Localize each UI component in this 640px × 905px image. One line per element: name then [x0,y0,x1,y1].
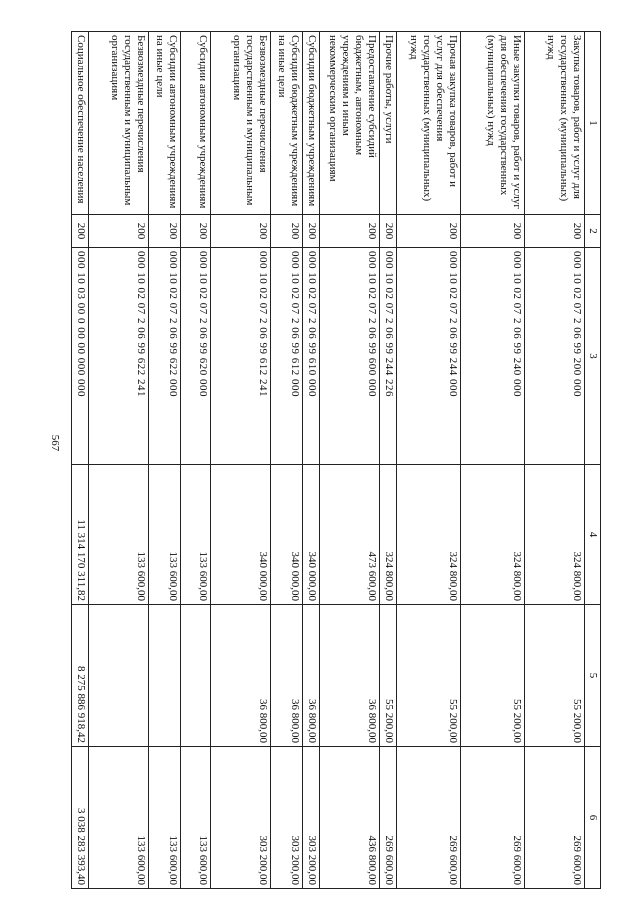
row-col4: 11 314 170 311,82 [72,465,89,605]
row-col6: 436 800,00 [320,747,380,889]
row-name: Прочая закупка товаров, работ и услуг для обеспечения государственных (муниципальных) нужд [397,32,461,215]
row-code: 000 10 02 07 2 06 99 610 000 [303,248,320,465]
header-row [585,32,601,889]
row-col2: 200 [303,215,320,248]
row-name: Субсидии бюджетным учреждениям на иные цели [271,32,303,215]
row-name: Закупка товаров, работ и услуг для государственных (муниципальных) нужд [525,32,585,215]
row-col6: 133 600,00 [149,747,181,889]
row-code: 000 10 02 07 2 06 99 240 000 [461,248,525,465]
row-col2: 200 [181,215,211,248]
row-code: 000 10 02 07 2 06 99 200 000 [525,248,585,465]
row-col4: 340 000,00 [303,465,320,605]
table-row [89,32,149,889]
row-col2: 200 [320,215,380,248]
row-col5: 55 200,00 [461,605,525,747]
row-name: Иные закупки товаров, работ и услуг для обеспечения государственных (муниципальных) нужд [461,32,525,215]
row-col6: 133 600,00 [89,747,149,889]
row-code: 000 10 02 07 2 06 99 622 000 [149,248,181,465]
row-col2: 200 [271,215,303,248]
row-col4: 324 800,00 [380,465,397,605]
row-col5: 8 275 886 918,42 [72,605,89,747]
row-col4: 133 600,00 [181,465,211,605]
row-col4: 133 600,00 [89,465,149,605]
row-name: Безвозмездные перечисления государственным и муниципальным организациям [89,32,149,215]
table-row [271,32,303,889]
table-row [525,32,585,889]
table-row [397,32,461,889]
row-col2: 200 [211,215,271,248]
row-col6: 269 600,00 [525,747,585,889]
row-col4: 340 000,00 [271,465,303,605]
row-code: 000 10 02 07 2 06 99 244 000 [397,248,461,465]
row-name: Социальное обеспечение населения [72,32,89,215]
row-col5: 36 800,00 [303,605,320,747]
row-col5 [89,605,149,747]
row-col2: 200 [89,215,149,248]
row-col2: 200 [149,215,181,248]
table-row [181,32,211,889]
row-code: 000 10 02 07 2 06 99 244 226 [380,248,397,465]
header-col-4: 4 [585,465,601,605]
row-code: 000 10 02 07 2 06 99 622 241 [89,248,149,465]
row-col5: 36 800,00 [320,605,380,747]
row-col4: 324 800,00 [525,465,585,605]
row-code: 000 10 02 07 2 06 99 612 000 [271,248,303,465]
row-col2: 200 [525,215,585,248]
table-row [211,32,271,889]
row-name: Предоставление субсидий бюджетным, автономным учреждениям и иным некоммерческим организациям [320,32,380,215]
row-code: 000 10 02 07 2 06 99 612 241 [211,248,271,465]
row-code: 000 10 02 07 2 06 99 620 000 [181,248,211,465]
row-col4: 340 000,00 [211,465,271,605]
row-col4: 324 800,00 [461,465,525,605]
rotated-table-wrapper [71,31,601,888]
row-col5: 55 200,00 [380,605,397,747]
table-row [303,32,320,889]
row-code: 000 10 03 00 0 00 00 000 000 [72,248,89,465]
row-col2: 200 [461,215,525,248]
row-col6: 3 038 283 393,40 [72,747,89,889]
row-col2: 200 [72,215,89,248]
header-col-3: 3 [585,248,601,465]
row-code: 000 10 02 07 2 06 99 600 000 [320,248,380,465]
row-name: Субсидии автономным учреждениям [181,32,211,215]
header-col-2: 2 [585,215,601,248]
row-col5 [181,605,211,747]
row-col2: 200 [397,215,461,248]
table-row [320,32,380,889]
header-col-1: 1 [585,32,601,215]
row-col6: 269 600,00 [380,747,397,889]
row-name: Субсидии бюджетным учреждениям [303,32,320,215]
row-col6: 303 200,00 [211,747,271,889]
row-col2: 200 [380,215,397,248]
budget-table [71,31,601,889]
row-col5: 36 800,00 [211,605,271,747]
row-col4: 133 600,00 [149,465,181,605]
row-col5: 55 200,00 [397,605,461,747]
header-col-6: 6 [585,747,601,889]
row-col6: 269 600,00 [461,747,525,889]
row-col5 [149,605,181,747]
row-col4: 324 800,00 [397,465,461,605]
row-col6: 133 600,00 [181,747,211,889]
header-col-5: 5 [585,605,601,747]
table-row [72,32,89,889]
row-col5: 55 200,00 [525,605,585,747]
table-row [461,32,525,889]
row-col6: 303 200,00 [271,747,303,889]
row-name: Безвозмездные перечисления государственным и муниципальным организациям [211,32,271,215]
row-col6: 303 200,00 [303,747,320,889]
row-col4: 473 600,00 [320,465,380,605]
row-name: Субсидии автономным учреждениям на иные цели [149,32,181,215]
page-number: 567 [49,434,61,452]
table-row [149,32,181,889]
table-row [380,32,397,889]
row-col6: 269 600,00 [397,747,461,889]
row-name: Прочие работы, услуги [380,32,397,215]
row-col5: 36 800,00 [271,605,303,747]
